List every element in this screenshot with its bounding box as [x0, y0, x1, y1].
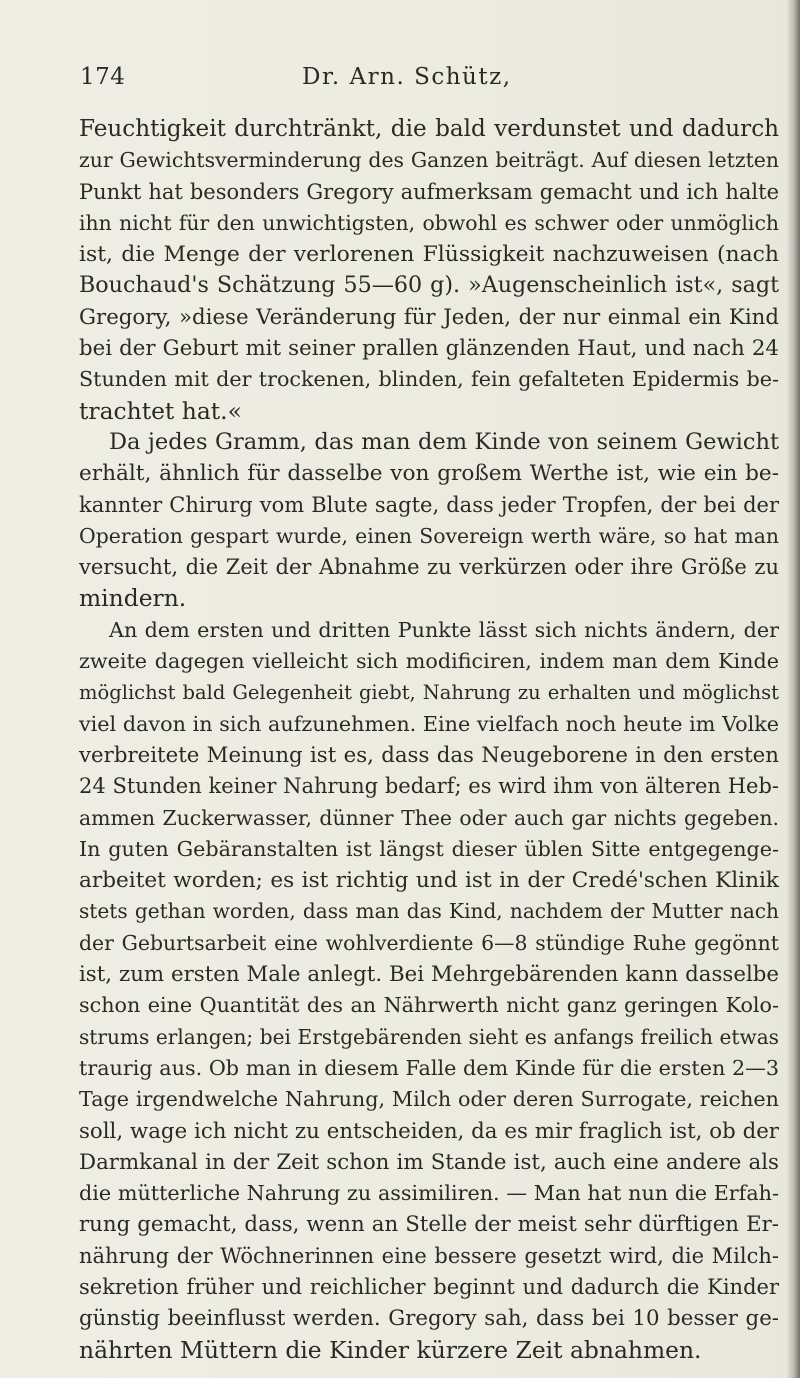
text-line: Stunden mit der trockenen, blinden, fein gefalteten Epidermis be-	[79, 367, 779, 392]
text-line: Tage irgendwelche Nahrung, Milch oder deren Surrogate, reichen	[79, 1087, 779, 1112]
text-line: nährten Müttern die Kinder kürzere Zeit abnahmen.	[79, 1335, 702, 1364]
text-line: mindern.	[79, 584, 187, 613]
text-line: kannter Chirurg vom Blute sagte, dass jeder Tropfen, der bei der	[79, 492, 779, 517]
text-line: 24 Stunden keiner Nahrung bedarf; es wird ihm von älteren Heb-	[79, 774, 779, 799]
page-number: 174	[80, 64, 126, 90]
page-header	[80, 64, 780, 104]
text-line: Operation gespart wurde, einen Sovereign werth wäre, so hat man	[79, 523, 779, 548]
page-edge-shadow	[786, 0, 800, 1378]
text-line: In guten Gebäranstalten ist längst dieser üblen Sitte entgegenge-	[79, 836, 779, 861]
text-line: ist, die Menge der verlorenen Flüssigkeit nachzuweisen (nach	[79, 242, 779, 268]
text-line: soll, wage ich nicht zu entscheiden, da es mir fraglich ist, ob der	[79, 1118, 779, 1144]
text-line: zweite dagegen vielleicht sich modificiren, indem man dem Kinde	[79, 649, 779, 674]
text-line: ist, zum ersten Male anlegt. Bei Mehrgebärenden kann dasselbe	[79, 962, 779, 988]
text-line: schon eine Quantität des an Nährwerth nicht ganz geringen Kolo-	[79, 993, 779, 1018]
text-line: arbeitet worden; es ist richtig und ist in der Credé'schen Klinik	[79, 868, 779, 894]
text-line: nährung der Wöchnerinnen eine bessere gesetzt wird, die Milch-	[79, 1243, 779, 1268]
text-line: möglichst bald Gelegenheit giebt, Nahrung zu erhalten und möglichst	[79, 681, 779, 705]
text-line: An dem ersten und dritten Punkte lässt sich nichts ändern, der	[109, 617, 779, 642]
text-line: Punkt hat besonders Gregory aufmerksam gemacht und ich halte	[79, 179, 779, 204]
text-line: Feuchtigkeit durchtränkt, die bald verdunstet und dadurch	[79, 116, 779, 142]
text-line: ihn nicht für den unwichtigsten, obwohl es schwer oder unmöglich	[79, 210, 779, 235]
text-line: erhält, ähnlich für dasselbe von großem Werthe ist, wie ein be-	[79, 461, 779, 487]
text-line: Darmkanal in der Zeit schon im Stande ist, auch eine andere als	[79, 1149, 779, 1175]
text-line: Gregory, »diese Veränderung für Jeden, der nur einmal ein Kind	[79, 304, 779, 330]
text-line: die mütterliche Nahrung zu assimiliren. — Man hat nun die Erfah-	[79, 1181, 779, 1206]
running-head: Dr. Arn. Schütz,	[302, 64, 512, 90]
text-line: versucht, die Zeit der Abnahme zu verkürzen oder ihre Größe zu	[79, 555, 779, 580]
text-line: bei der Geburt mit seiner prallen glänzenden Haut, und nach 24	[79, 336, 779, 362]
text-line: viel davon in sich aufzunehmen. Eine vielfach noch heute im Volke	[79, 711, 779, 736]
text-line: rung gemacht, dass, wenn an Stelle der meist sehr dürftigen Er-	[79, 1212, 779, 1238]
text-line: trachtet hat.«	[79, 396, 242, 425]
text-line: Da jedes Gramm, das man dem Kinde von seinem Gewicht	[109, 428, 779, 455]
text-line: stets gethan worden, dass man das Kind, nachdem der Mutter nach	[79, 899, 779, 924]
text-line: zur Gewichtsverminderung des Ganzen beiträgt. Auf diesen letzten	[79, 148, 779, 173]
text-line: Bouchaud's Schätzung 55—60 g). »Augenscheinlich ist«, sagt	[79, 272, 779, 299]
body-text	[79, 114, 779, 1366]
text-line: verbreitete Meinung ist es, dass das Neugeborene in den ersten	[79, 742, 779, 768]
text-line: günstig beeinflusst werden. Gregory sah, dass bei 10 besser ge-	[79, 1306, 779, 1332]
text-line: sekretion früher und reichlicher beginnt und dadurch die Kinder	[79, 1274, 779, 1299]
text-line: ammen Zuckerwasser, dünner Thee oder auch gar nichts gegeben.	[79, 805, 779, 830]
text-line: der Geburtsarbeit eine wohlverdiente 6—8 stündige Ruhe gegönnt	[79, 930, 779, 955]
text-line: traurig aus. Ob man in diesem Falle dem Kinde für die ersten 2—3	[79, 1055, 779, 1080]
text-line: strums erlangen; bei Erstgebärenden sieht es anfangs freilich etwas	[79, 1024, 779, 1049]
